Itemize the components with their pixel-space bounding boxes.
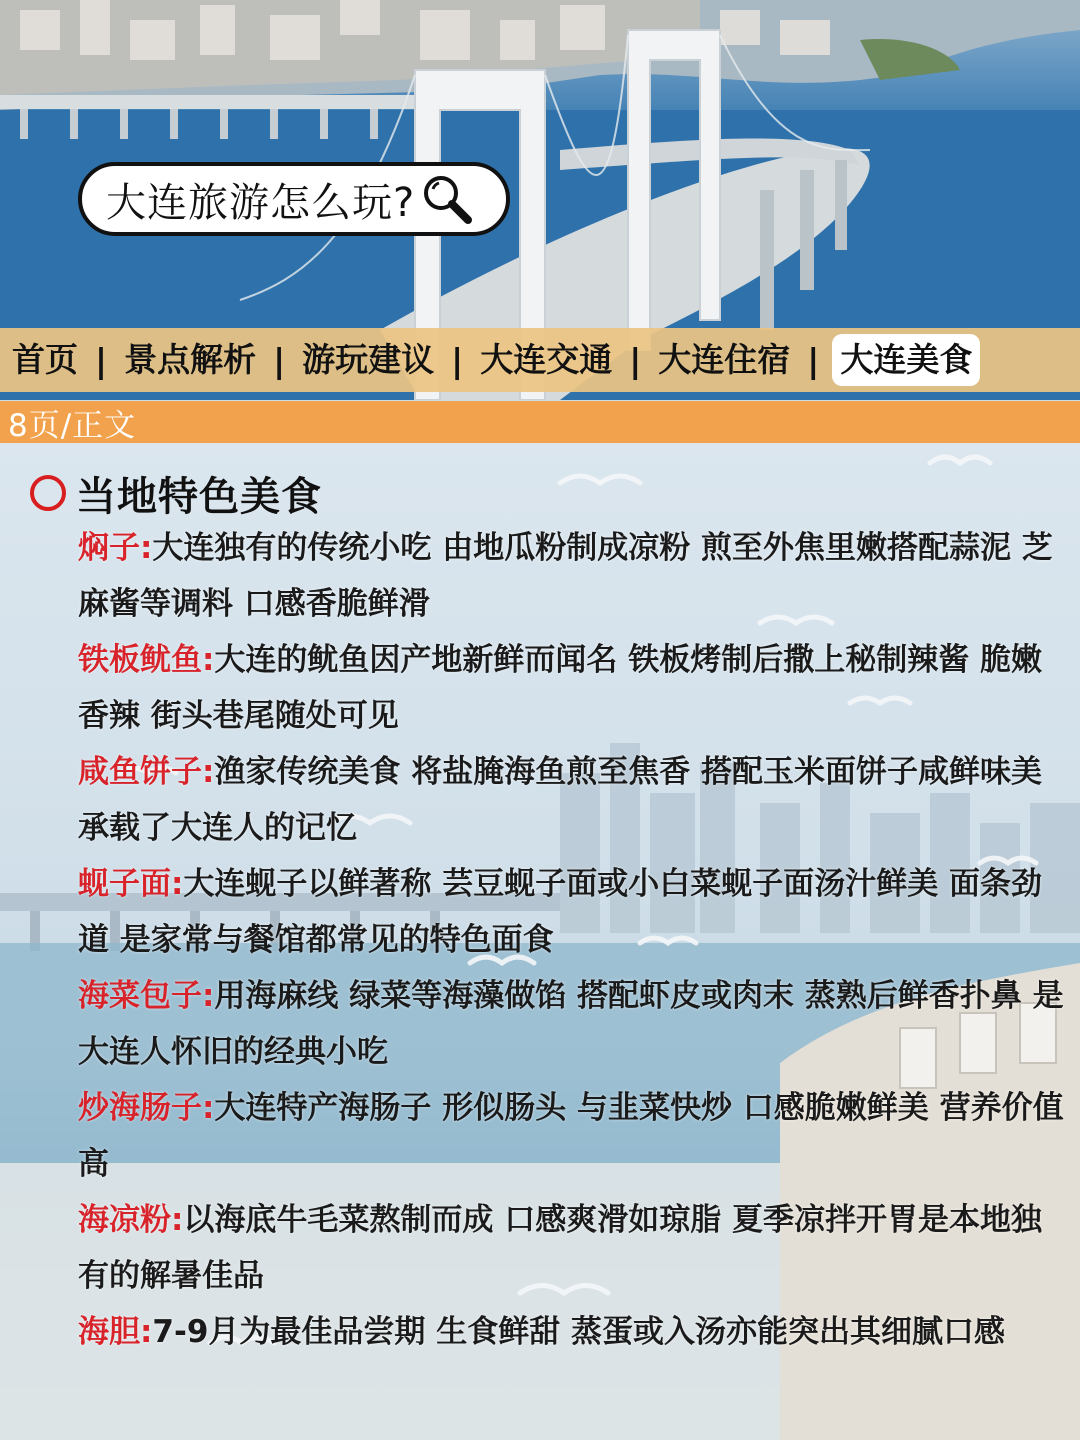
section-heading [30, 466, 322, 520]
nav-item-food[interactable]: 大连美食 [832, 334, 980, 386]
list-item [78, 1080, 1068, 1192]
category-nav [0, 328, 1080, 392]
food-desc: 7-9月为最佳品尝期 生食鲜甜 蒸蛋或入汤亦能突出其细腻口感 [152, 1314, 1005, 1350]
page-label: 8页/正文 [8, 407, 137, 444]
nav-item-transport[interactable]: 大连交通 [480, 340, 613, 379]
food-name: 海胆: [78, 1314, 153, 1350]
nav-item-home[interactable]: 首页 [12, 340, 78, 379]
food-name: 海凉粉: [78, 1202, 184, 1238]
nav-item-lodging[interactable]: 大连住宿 [658, 340, 791, 379]
food-list [78, 520, 1068, 1360]
food-desc: 大连特产海肠子 形似肠头 与韭菜快炒 口感脆嫩鲜美 营养价值高 [78, 1090, 1064, 1182]
food-name: 咸鱼饼子: [78, 754, 215, 790]
list-item [78, 1192, 1068, 1304]
search-text: 大连旅游怎么玩? [106, 179, 416, 226]
nav-separator: | [95, 340, 108, 380]
food-name: 蚬子面: [78, 866, 184, 902]
list-item [78, 520, 1068, 632]
list-item [78, 1304, 1068, 1360]
list-item [78, 744, 1068, 856]
magnifier-icon [419, 171, 475, 227]
list-item [78, 968, 1068, 1080]
nav-separator: | [807, 340, 820, 380]
circle-bullet-icon [30, 475, 66, 511]
food-name: 炒海肠子: [78, 1090, 215, 1126]
search-bar[interactable] [78, 162, 510, 236]
nav-item-tips[interactable]: 游玩建议 [302, 340, 435, 379]
food-name: 铁板鱿鱼: [78, 642, 215, 678]
food-desc: 大连独有的传统小吃 由地瓜粉制成凉粉 煎至外焦里嫩搭配蒜泥 芝麻酱等调料 口感香脆鲜滑 [78, 530, 1053, 622]
nav-separator: | [273, 340, 286, 380]
food-desc: 用海麻线 绿菜等海藻做馅 搭配虾皮或肉末 蒸熟后鲜香扑鼻 是大连人怀旧的经典小吃 [78, 978, 1064, 1070]
nav-separator: | [629, 340, 642, 380]
food-name: 焖子: [78, 530, 153, 566]
food-desc: 大连的鱿鱼因产地新鲜而闻名 铁板烤制后撒上秘制辣酱 脆嫩香辣 街头巷尾随处可见 [78, 642, 1042, 734]
nav-item-attractions[interactable]: 景点解析 [124, 340, 257, 379]
food-desc: 大连蚬子以鲜著称 芸豆蚬子面或小白菜蚬子面汤汁鲜美 面条劲道 是家常与餐馆都常见的特色面食 [78, 866, 1042, 958]
list-item [78, 632, 1068, 744]
food-desc: 渔家传统美食 将盐腌海鱼煎至焦香 搭配玉米面饼子咸鲜味美 承载了大连人的记忆 [78, 754, 1042, 846]
section-title: 当地特色美食 [76, 473, 322, 520]
food-desc: 以海底牛毛菜熬制而成 口感爽滑如琼脂 夏季凉拌开胃是本地独有的解暑佳品 [78, 1202, 1042, 1294]
food-name: 海菜包子: [78, 978, 215, 1014]
list-item [78, 856, 1068, 968]
nav-separator: | [451, 340, 464, 380]
page-indicator-bar [0, 401, 1080, 443]
